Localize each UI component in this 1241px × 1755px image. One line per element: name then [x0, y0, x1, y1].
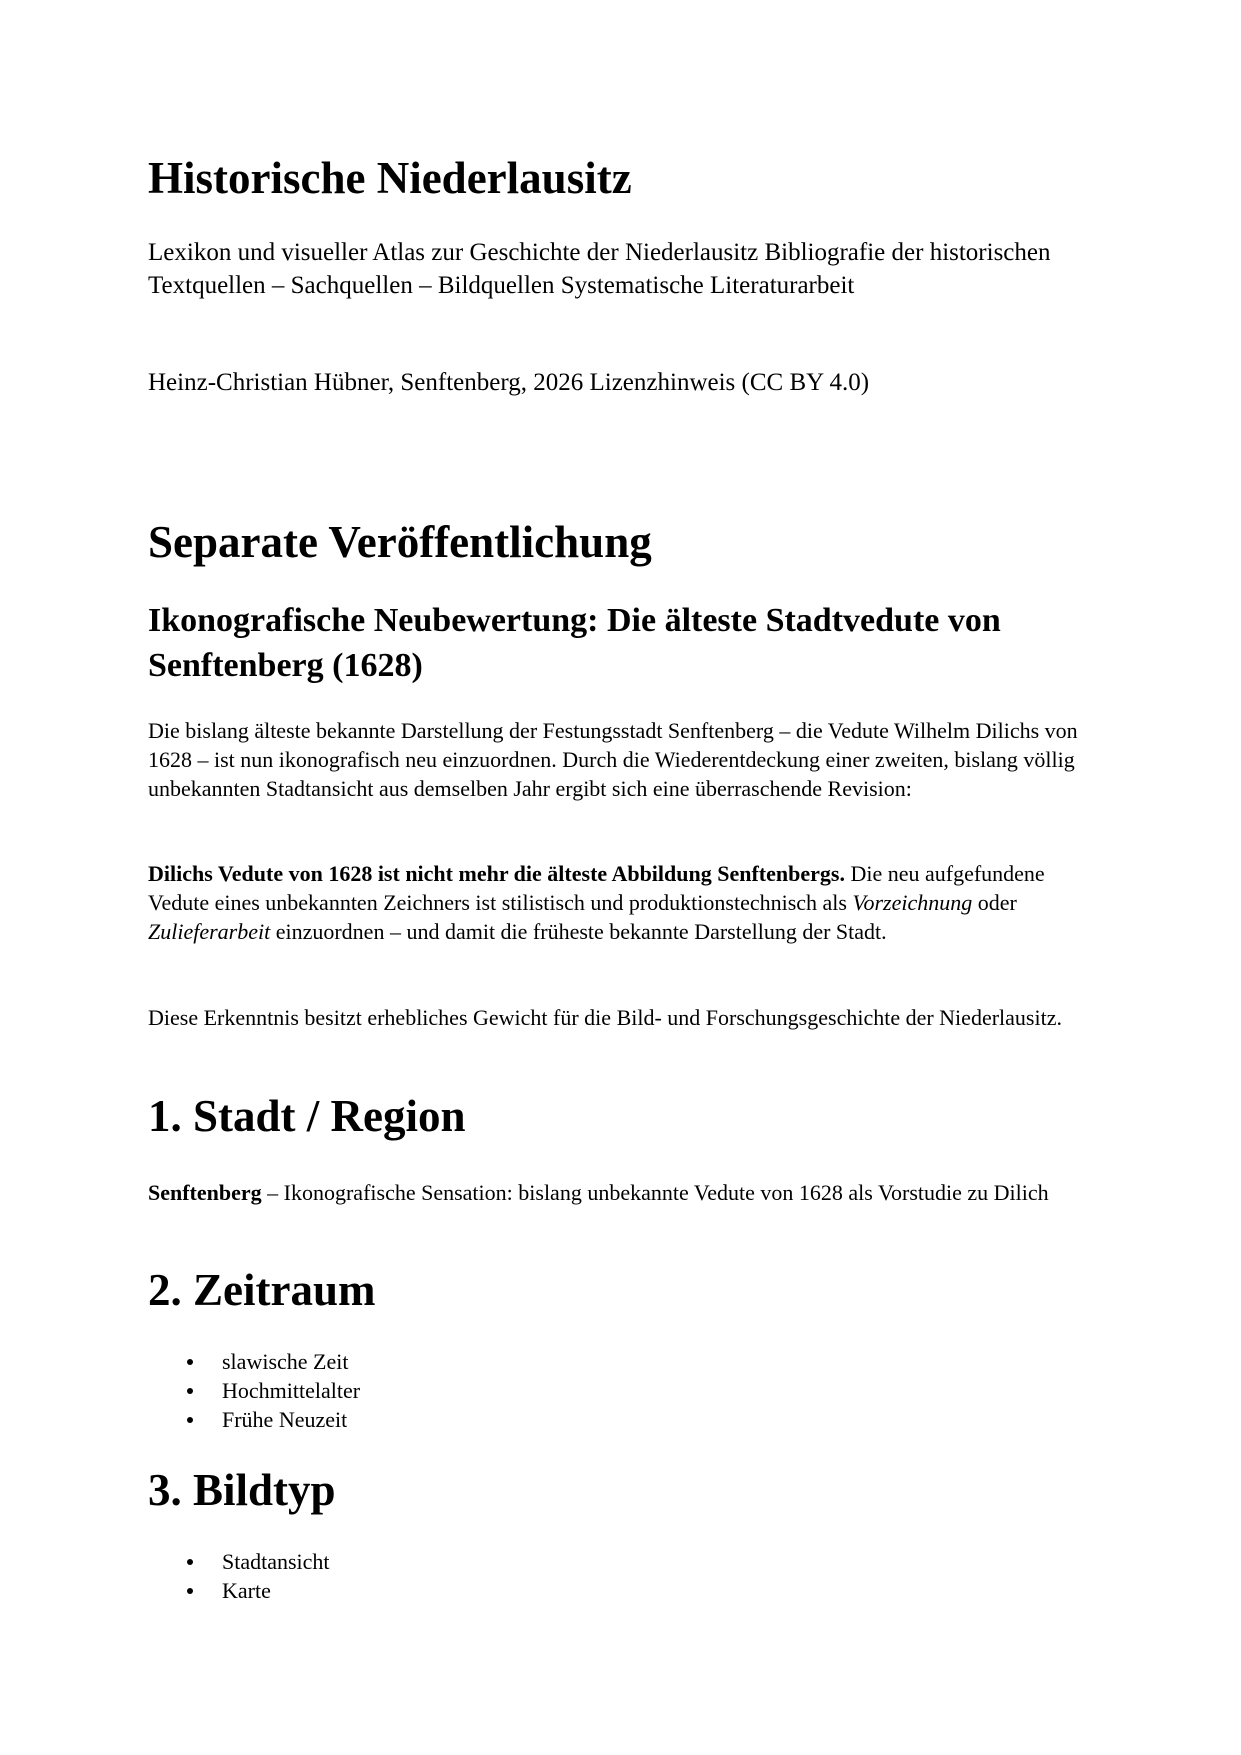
list-item	[148, 1376, 360, 1405]
bullet-icon	[187, 1588, 193, 1594]
bullet-icon	[187, 1359, 193, 1365]
publication-heading: Separate Veröffentlichung	[148, 517, 652, 567]
section-heading-bildtyp: 3. Bildtyp	[148, 1465, 336, 1515]
section-heading-zeitraum: 2. Zeitraum	[148, 1265, 376, 1315]
zeitraum-list	[148, 1347, 360, 1434]
site-title: Historische Niederlausitz	[148, 153, 632, 203]
paragraph-significance: Diese Erkenntnis besitzt erhebliches Gewicht für die Bild- und Forschungsgeschichte der Niederlausitz.	[148, 1005, 1062, 1030]
paragraph-revision	[148, 859, 1108, 946]
region-entry-bold: Senftenberg	[148, 1180, 262, 1205]
paragraph-revision-italic2: Zulieferarbeit	[148, 919, 271, 944]
bullet-icon	[187, 1417, 193, 1423]
list-item-label: Stadtansicht	[222, 1549, 330, 1574]
paragraph-revision-bold: Dilichs Vedute von 1628 ist nicht mehr die älteste Abbildung Senftenbergs.	[148, 861, 845, 886]
section-heading-region: 1. Stadt / Region	[148, 1091, 466, 1141]
list-item	[148, 1576, 330, 1605]
paragraph-revision-italic1: Vorzeichnung	[852, 890, 973, 915]
paragraph-revision-text2: oder	[972, 890, 1017, 915]
site-subtitle: Lexikon und visueller Atlas zur Geschichte der Niederlausitz Bibliografie der historischen Textquellen – Sachquellen – Bildquellen Systematische Literaturarbeit	[148, 239, 1051, 299]
article-title: Ikonografische Neubewertung: Die älteste Stadtvedute von Senftenberg (1628)	[148, 602, 1001, 684]
bildtyp-list	[148, 1547, 330, 1605]
site-meta: Heinz-Christian Hübner, Senftenberg, 2026 Lizenzhinweis (CC BY 4.0)	[148, 369, 870, 396]
paragraph-revision-text3: einzuordnen – und damit die früheste bekannte Darstellung der Stadt.	[270, 919, 887, 944]
list-item	[148, 1547, 330, 1576]
bullet-icon	[187, 1388, 193, 1394]
list-item-label: slawische Zeit	[222, 1349, 349, 1374]
region-entry	[148, 1178, 1108, 1207]
paragraph-revision-text1: Die neu aufgefundene Vedute eines unbekannten Zeichners ist stilistisch und produktionstechnisch als	[148, 861, 1045, 915]
region-entry-text: – Ikonografische Sensation: bislang unbekannte Vedute von 1628 als Vorstudie zu Dilich	[261, 1180, 1049, 1205]
list-item	[148, 1347, 360, 1376]
bullet-icon	[187, 1559, 193, 1565]
list-item-label: Karte	[222, 1578, 271, 1603]
paragraph-intro: Die bislang älteste bekannte Darstellung der Festungsstadt Senftenberg – die Vedute Wilhelm Dilichs von 1628 – ist nun ikonografisch neu einzuordnen. Durch die Wiederentdeckung einer zweiten, bislang völlig unbekannten Stadtansicht aus demselben Jahr ergibt sich eine überraschende Revision:	[148, 718, 1078, 801]
list-item	[148, 1405, 360, 1434]
list-item-label: Frühe Neuzeit	[222, 1407, 348, 1432]
list-item-label: Hochmittelalter	[222, 1378, 361, 1403]
